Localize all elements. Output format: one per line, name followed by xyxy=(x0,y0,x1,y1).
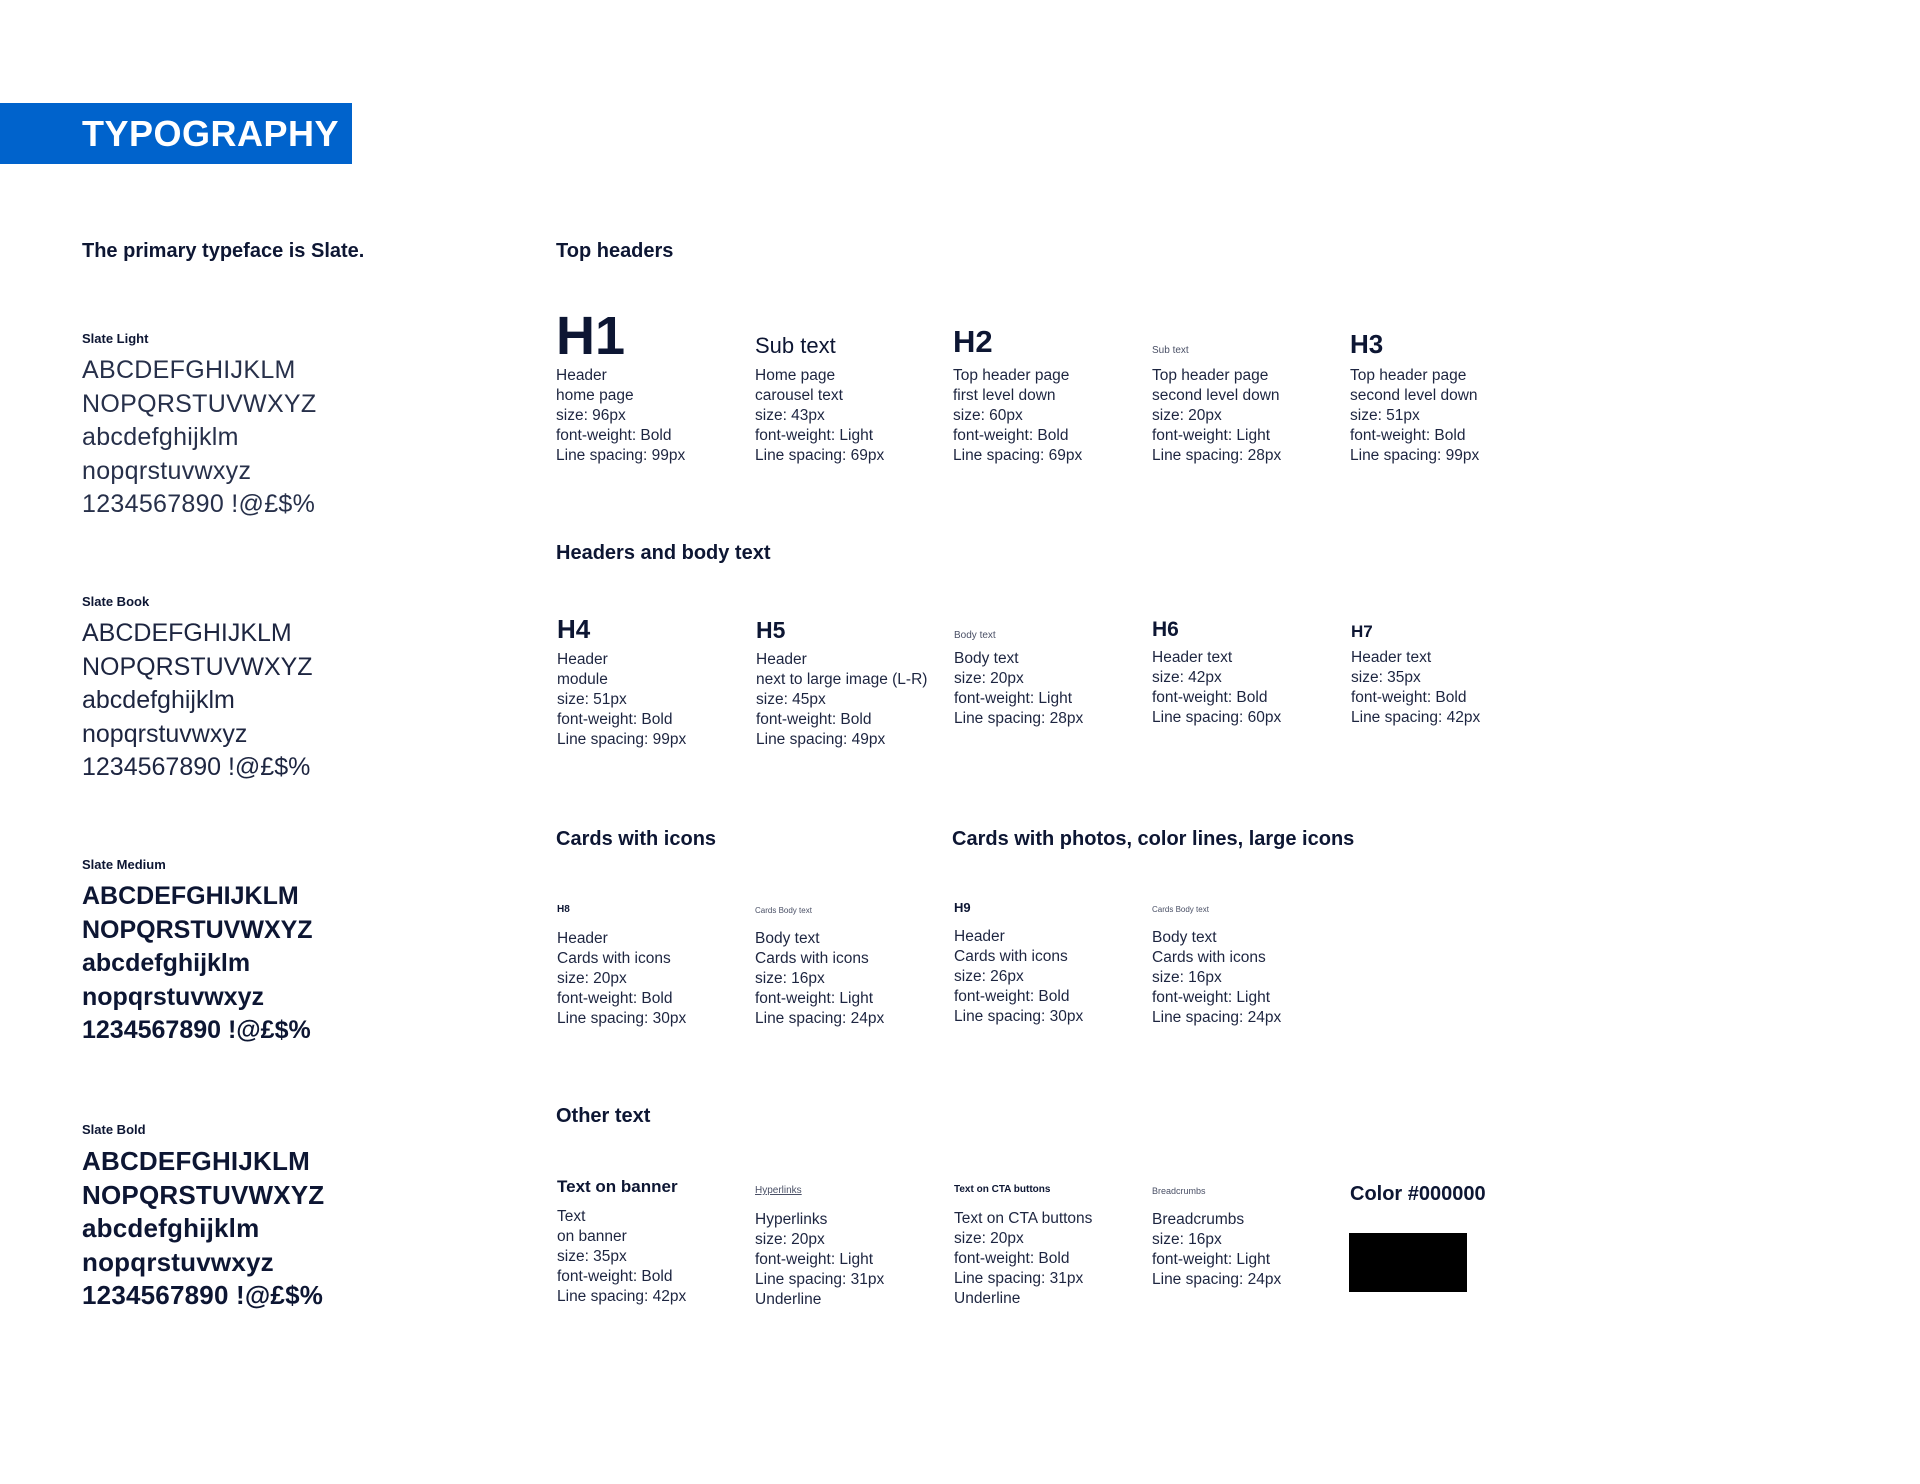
spec-line: first level down xyxy=(953,387,1056,404)
section-title-cards-icons: Cards with icons xyxy=(556,828,717,850)
spec-line: Line spacing: 69px xyxy=(953,447,1083,464)
glyph-specimen xyxy=(82,354,462,522)
spec-line: Line spacing: 60px xyxy=(1152,709,1282,726)
glyph-line: nopqrstuvwxyz xyxy=(82,982,264,1011)
glyph-line: ABCDEFGHIJKLM xyxy=(82,1146,310,1176)
spec-line: Cards with icons xyxy=(954,948,1068,965)
glyph-line: nopqrstuvwxyz xyxy=(82,1246,274,1277)
spec-description xyxy=(1152,928,1342,1028)
spec-line: font-weight: Light xyxy=(1152,427,1271,444)
spec-line: size: 20px xyxy=(954,1230,1024,1247)
spec-line: size: 16px xyxy=(1152,1231,1222,1248)
spec-line: font-weight: Bold xyxy=(756,711,872,728)
spec-line: Header xyxy=(557,930,608,947)
spec-line: Header xyxy=(556,367,607,384)
spec-line: Line spacing: 28px xyxy=(954,710,1084,727)
color-swatch xyxy=(1349,1233,1467,1292)
spec-line: Line spacing: 99px xyxy=(1350,447,1480,464)
spec-line: font-weight: Bold xyxy=(953,427,1069,444)
spec-line: Underline xyxy=(954,1290,1021,1307)
sample-h8: H8 xyxy=(557,904,570,915)
glyph-line: abcdefghijklm xyxy=(82,1213,260,1243)
glyph-line: NOPQRSTUVWXYZ xyxy=(82,652,313,681)
spec-h9 xyxy=(954,899,1144,1027)
spec-cards-body-text-2 xyxy=(1152,904,1342,1028)
spec-line: next to large image (L-R) xyxy=(756,671,928,688)
family-label: Slate Book xyxy=(82,594,150,609)
spec-h3 xyxy=(1350,328,1540,466)
spec-description xyxy=(1152,648,1342,728)
spec-cta-text xyxy=(954,1183,1144,1309)
family-slate-medium xyxy=(82,856,462,1048)
sample-h9: H9 xyxy=(954,900,971,915)
spec-line: size: 51px xyxy=(1350,407,1420,424)
spec-line: font-weight: Bold xyxy=(1152,689,1268,706)
spec-h6 xyxy=(1152,616,1342,728)
glyph-line: abcdefghijklm xyxy=(82,423,239,451)
spec-description xyxy=(954,927,1144,1027)
spec-line: size: 60px xyxy=(953,407,1023,424)
family-label: Slate Medium xyxy=(82,857,166,872)
spec-line: Line spacing: 31px xyxy=(954,1270,1084,1287)
spec-description xyxy=(557,650,747,750)
sample-breadcrumbs: Breadcrumbs xyxy=(1152,1186,1206,1196)
spec-line: second level down xyxy=(1152,387,1280,404)
spec-description xyxy=(755,929,945,1029)
glyph-specimen xyxy=(82,1145,462,1313)
spec-line: Line spacing: 24px xyxy=(1152,1009,1282,1026)
typography-banner: TYPOGRAPHY xyxy=(0,103,352,164)
spec-line: size: 42px xyxy=(1152,669,1222,686)
spec-line: size: 20px xyxy=(954,670,1024,687)
spec-line: Header text xyxy=(1152,649,1233,666)
spec-description xyxy=(755,1210,945,1310)
spec-line: Header xyxy=(954,928,1005,945)
spec-h5 xyxy=(756,616,946,750)
spec-line: Top header page xyxy=(1350,367,1467,384)
family-label: Slate Light xyxy=(82,331,149,346)
spec-subtext-large xyxy=(755,332,945,466)
spec-line: Hyperlinks xyxy=(755,1211,828,1228)
spec-description xyxy=(557,1207,747,1307)
family-label: Slate Bold xyxy=(82,1122,146,1137)
sample-body-text: Body text xyxy=(954,630,996,641)
spec-line: size: 35px xyxy=(1351,669,1421,686)
spec-line: Line spacing: 49px xyxy=(756,731,886,748)
glyph-line: NOPQRSTUVWXYZ xyxy=(82,1179,325,1210)
spec-line: font-weight: Light xyxy=(954,690,1073,707)
glyph-line: ABCDEFGHIJKLM xyxy=(82,356,296,384)
spec-description xyxy=(954,649,1144,729)
sample-sub-text-small: Sub text xyxy=(1152,345,1189,356)
spec-line: Line spacing: 42px xyxy=(1351,709,1481,726)
spec-description xyxy=(1152,366,1342,466)
glyph-line: abcdefghijklm xyxy=(82,686,235,714)
spec-line: font-weight: Bold xyxy=(1351,689,1467,706)
spec-line: size: 20px xyxy=(755,1231,825,1248)
sample-h1: H1 xyxy=(556,306,626,366)
sample-cards-body-text: Cards Body text xyxy=(755,906,812,915)
intro-text: The primary typeface is Slate. xyxy=(82,240,365,262)
spec-line: size: 26px xyxy=(954,968,1024,985)
color-label: Color #000000 xyxy=(1350,1183,1486,1205)
spec-line: font-weight: Light xyxy=(755,1251,874,1268)
spec-line: font-weight: Bold xyxy=(557,990,673,1007)
spec-line: Body text xyxy=(1152,929,1217,946)
spec-line: Body text xyxy=(755,930,820,947)
spec-line: size: 51px xyxy=(557,691,627,708)
glyph-line: nopqrstuvwxyz xyxy=(82,456,252,485)
sample-h4: H4 xyxy=(557,614,591,644)
spec-description xyxy=(557,929,747,1029)
family-slate-light xyxy=(82,330,462,522)
glyph-line: 1234567890 !@£$% xyxy=(82,1016,311,1044)
spec-description xyxy=(1350,366,1540,466)
spec-description xyxy=(755,366,945,466)
spec-line: second level down xyxy=(1350,387,1478,404)
spec-line: font-weight: Light xyxy=(1152,989,1271,1006)
spec-hyperlinks xyxy=(755,1184,945,1310)
spec-line: font-weight: Bold xyxy=(557,1268,673,1285)
spec-line: size: 45px xyxy=(756,691,826,708)
spec-line: font-weight: Bold xyxy=(954,988,1070,1005)
spec-h7 xyxy=(1351,620,1541,728)
spec-line: Header xyxy=(557,651,608,668)
spec-line: Header xyxy=(756,651,807,668)
spec-line: font-weight: Bold xyxy=(954,1250,1070,1267)
spec-line: size: 20px xyxy=(1152,407,1222,424)
glyph-line: nopqrstuvwxyz xyxy=(82,719,248,748)
spec-line: size: 35px xyxy=(557,1248,627,1265)
sample-h5: H5 xyxy=(756,617,786,643)
spec-description xyxy=(953,366,1143,466)
glyph-line: 1234567890 !@£$% xyxy=(82,1280,324,1310)
spec-h1 xyxy=(556,306,746,466)
sample-sub-text: Sub text xyxy=(755,333,836,358)
section-title-headers-body: Headers and body text xyxy=(556,542,771,564)
spec-line: font-weight: Light xyxy=(755,427,874,444)
spec-h2 xyxy=(953,324,1143,466)
sample-h3: H3 xyxy=(1350,329,1384,359)
sample-h2: H2 xyxy=(953,324,993,359)
spec-line: Underline xyxy=(755,1291,822,1308)
sample-cards-body-text: Cards Body text xyxy=(1152,905,1209,914)
spec-line: Cards with icons xyxy=(1152,949,1266,966)
sample-text-on-banner: Text on banner xyxy=(557,1177,678,1196)
spec-line: Cards with icons xyxy=(557,950,671,967)
spec-description xyxy=(756,650,946,750)
spec-line: font-weight: Light xyxy=(1152,1251,1271,1268)
spec-line: Line spacing: 42px xyxy=(557,1288,687,1305)
sample-h6: H6 xyxy=(1152,618,1179,641)
spec-h8 xyxy=(557,903,747,1029)
spec-line: font-weight: Light xyxy=(755,990,874,1007)
spec-line: Cards with icons xyxy=(755,950,869,967)
spec-line: size: 43px xyxy=(755,407,825,424)
spec-line: Breadcrumbs xyxy=(1152,1211,1245,1228)
spec-line: Line spacing: 24px xyxy=(1152,1271,1282,1288)
spec-line: module xyxy=(557,671,608,688)
spec-line: Line spacing: 30px xyxy=(954,1008,1084,1025)
spec-line: carousel text xyxy=(755,387,843,404)
spec-h4 xyxy=(557,614,747,750)
spec-line: Line spacing: 28px xyxy=(1152,447,1282,464)
spec-cards-body-text xyxy=(755,905,945,1029)
spec-line: Line spacing: 30px xyxy=(557,1010,687,1027)
spec-description xyxy=(1351,648,1541,728)
spec-line: Top header page xyxy=(1152,367,1269,384)
spec-line: size: 20px xyxy=(557,970,627,987)
spec-line: Body text xyxy=(954,650,1019,667)
spec-description xyxy=(556,366,746,466)
spec-line: Line spacing: 99px xyxy=(556,447,686,464)
spec-subtext-small xyxy=(1152,344,1342,466)
spec-text-on-banner xyxy=(557,1175,747,1307)
spec-line: size: 96px xyxy=(556,407,626,424)
spec-description xyxy=(1152,1210,1342,1290)
spec-line: Top header page xyxy=(953,367,1070,384)
glyph-specimen xyxy=(82,880,462,1048)
spec-line: font-weight: Bold xyxy=(1350,427,1466,444)
spec-line: Text xyxy=(557,1208,586,1225)
spec-line: home page xyxy=(556,387,634,404)
sample-cta-text: Text on CTA buttons xyxy=(954,1184,1051,1195)
spec-line: Line spacing: 99px xyxy=(557,731,687,748)
spec-line: font-weight: Bold xyxy=(556,427,672,444)
glyph-line: NOPQRSTUVWXYZ xyxy=(82,915,313,944)
glyph-specimen xyxy=(82,617,462,785)
spec-breadcrumbs xyxy=(1152,1184,1342,1290)
section-title-cards-photos: Cards with photos, color lines, large icons xyxy=(952,828,1355,850)
spec-line: Text on CTA buttons xyxy=(954,1210,1093,1227)
glyph-line: 1234567890 !@£$% xyxy=(82,490,316,518)
glyph-line: NOPQRSTUVWXYZ xyxy=(82,389,317,418)
family-slate-bold xyxy=(82,1121,462,1313)
section-title-top-headers: Top headers xyxy=(556,240,674,262)
glyph-line: 1234567890 !@£$% xyxy=(82,753,311,781)
glyph-line: abcdefghijklm xyxy=(82,949,251,977)
spec-line: Line spacing: 69px xyxy=(755,447,885,464)
glyph-line: ABCDEFGHIJKLM xyxy=(82,619,292,647)
sample-h7: H7 xyxy=(1351,622,1373,641)
section-title-other-text: Other text xyxy=(556,1105,651,1127)
glyph-line: ABCDEFGHIJKLM xyxy=(82,882,299,910)
spec-line: on banner xyxy=(557,1228,627,1245)
spec-description xyxy=(954,1209,1144,1309)
sample-hyperlink[interactable]: Hyperlinks xyxy=(755,1185,802,1196)
spec-line: size: 16px xyxy=(1152,969,1222,986)
family-slate-book xyxy=(82,593,462,785)
spec-line: Header text xyxy=(1351,649,1432,666)
spec-body-text xyxy=(954,629,1144,729)
spec-line: Home page xyxy=(755,367,836,384)
spec-line: size: 16px xyxy=(755,970,825,987)
spec-line: Line spacing: 24px xyxy=(755,1010,885,1027)
spec-line: font-weight: Bold xyxy=(557,711,673,728)
spec-line: Line spacing: 31px xyxy=(755,1271,885,1288)
